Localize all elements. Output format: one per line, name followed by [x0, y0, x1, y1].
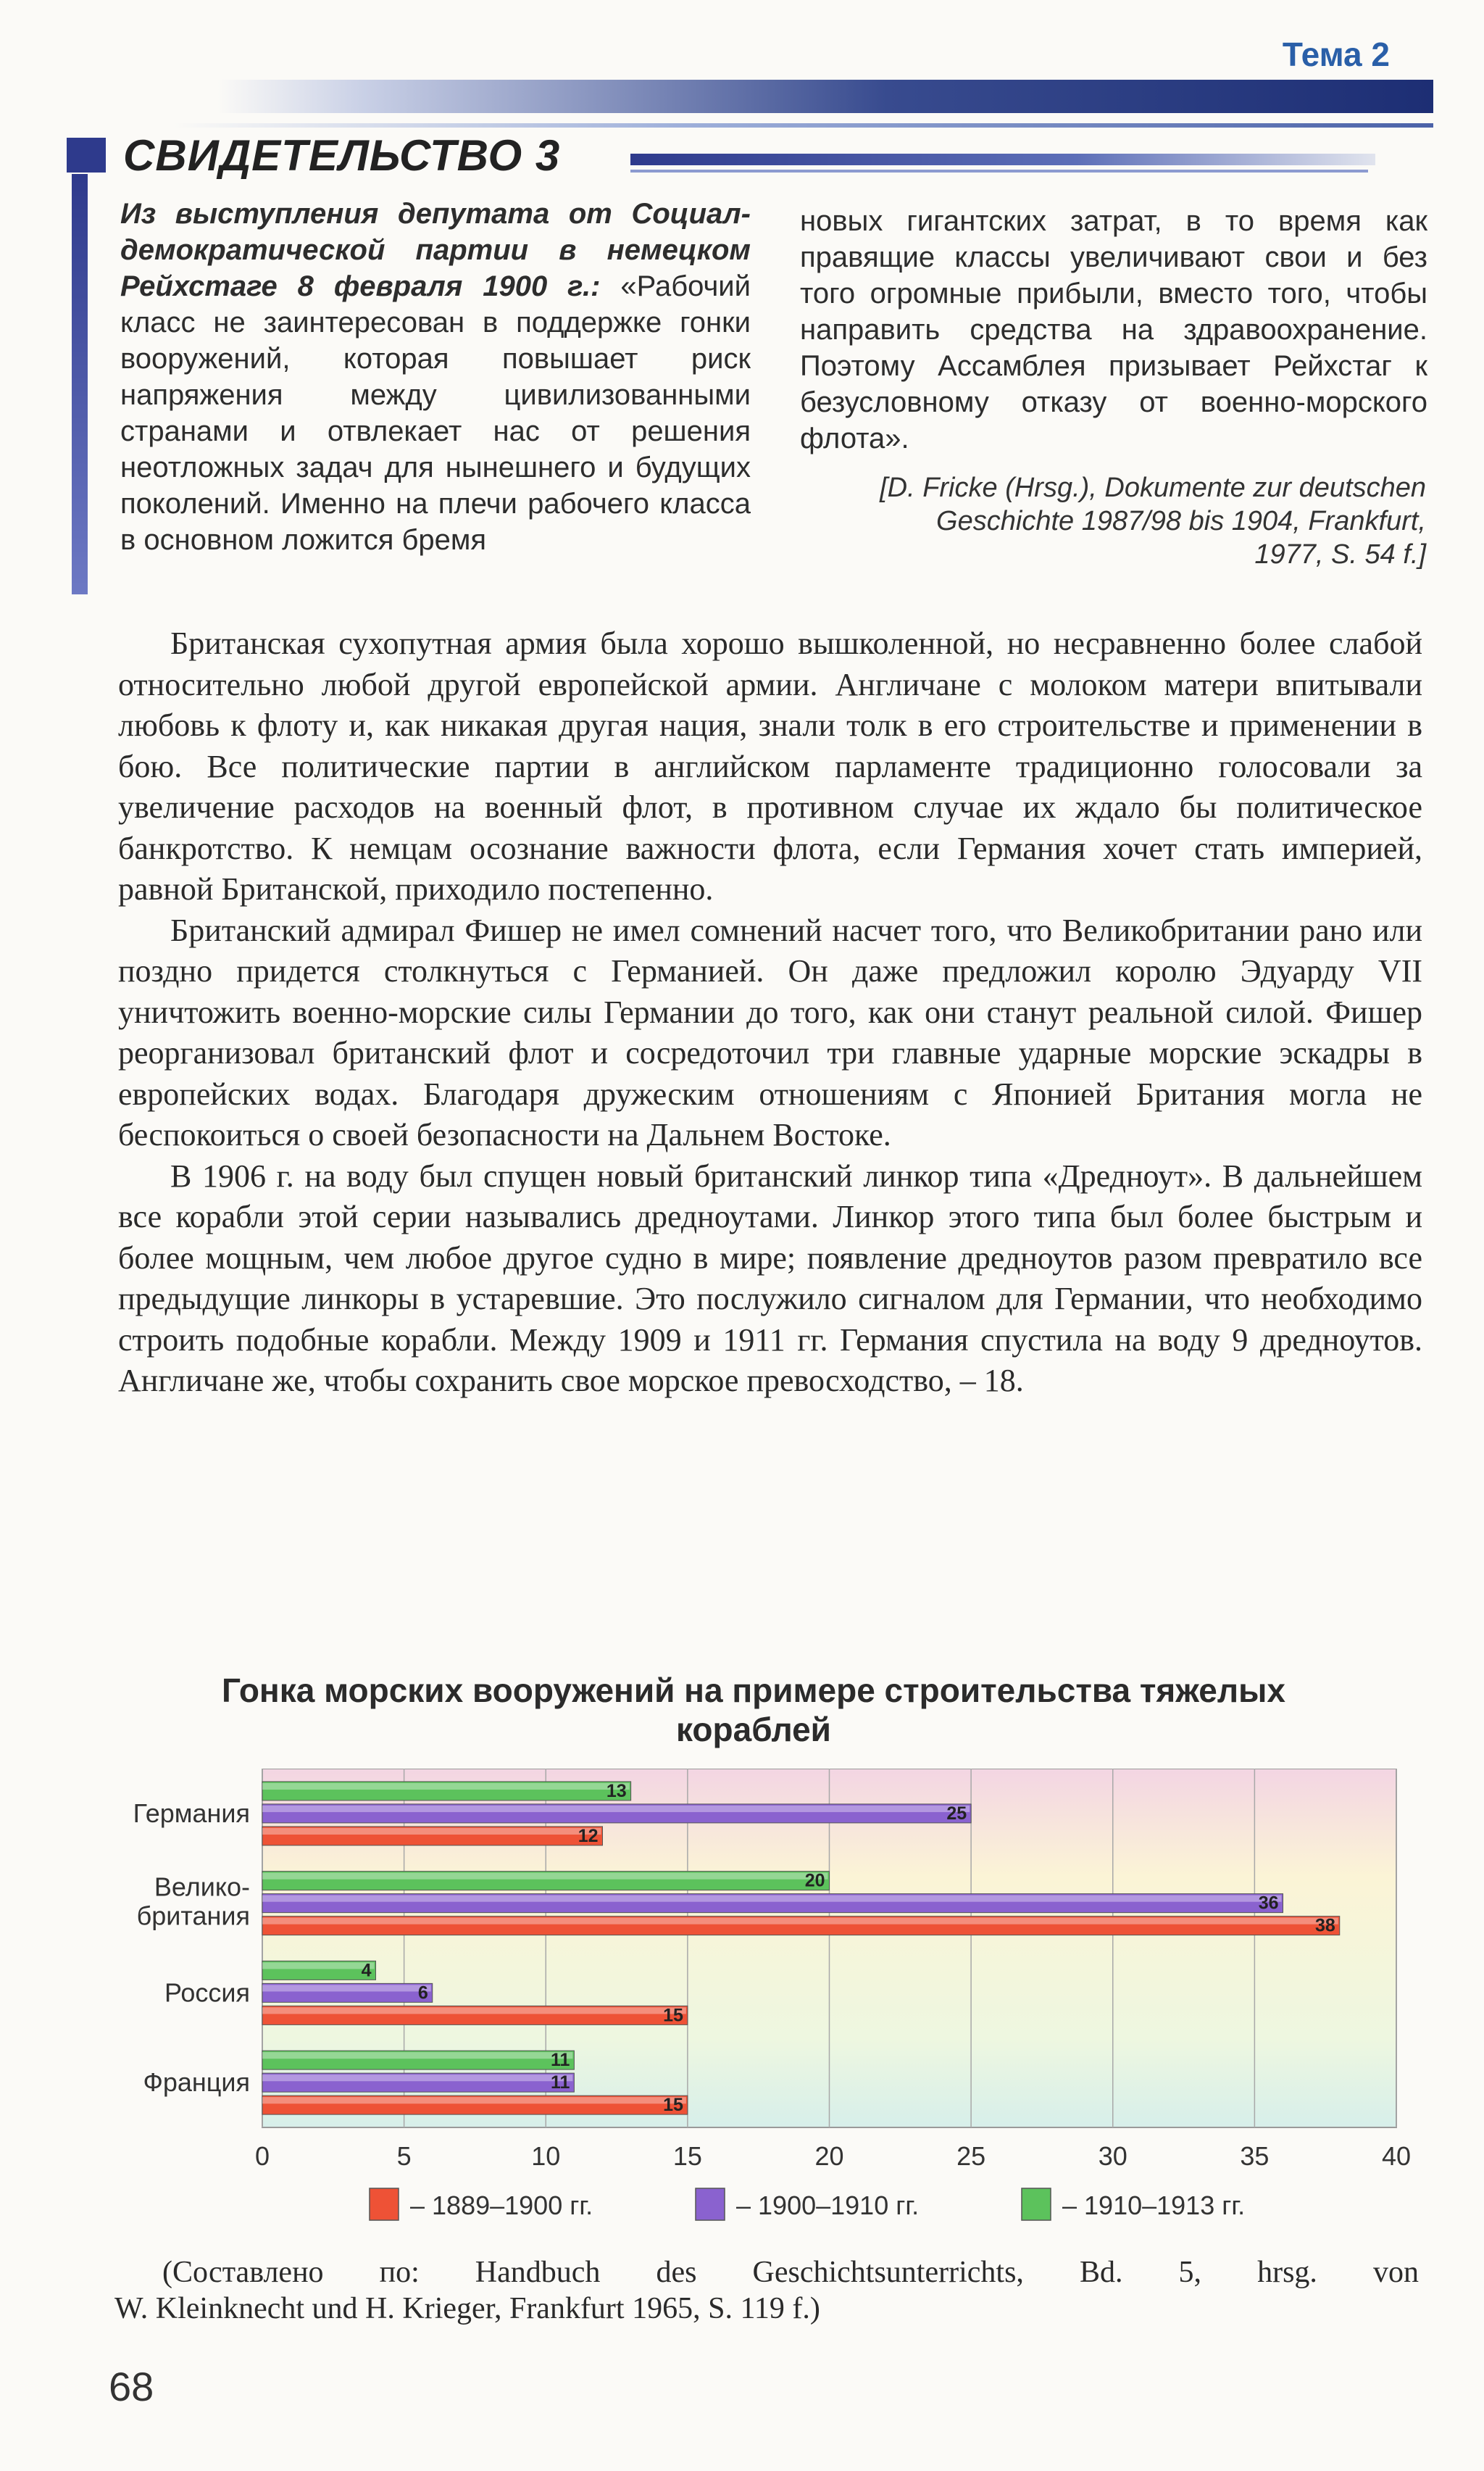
legend-label: – 1889–1900 гг. — [410, 2190, 593, 2220]
bar-value-label: 13 — [606, 1780, 627, 1801]
bar-highlight — [262, 1962, 375, 1969]
header-decor-bar — [217, 80, 1433, 113]
evidence-quote-left: «Рабочий класс не заинтересован в поддержке гонки вооружений, которая повышает риск напряжения между цивилизованными странами и отвлекает нас от решения неотложных задач для нынешнего и будущих поколений. Именно на плечи рабочего класса в основном ложится бремя — [120, 270, 751, 556]
header-decor-line — [174, 123, 1433, 128]
evidence-column-left — [120, 196, 751, 558]
legend-label: – 1910–1913 гг. — [1062, 2190, 1246, 2220]
paragraph: Британский адмирал Фишер не имел сомнений насчет того, что Великобритании рано или поздно придется столкнуться с Германией. Он даже предложил королю Эдуарду VII уничтожить военно-морские силы Германии до того, как они станут реальной силой. Фишер реорганизовал британский флот и сосредоточил три главные ударные морские эскадры в европейских водах. Благодаря дружеским отношениям с Японией Британия могла не беспокоиться о своей безопасности на Дальнем Востоке. — [118, 912, 1422, 1153]
x-tick-label: 5 — [396, 2141, 412, 2171]
bar-value-label: 15 — [663, 2005, 683, 2026]
bar-highlight — [262, 2007, 686, 2014]
credit-line-1: (Составлено по: Handbuch des Geschichtsunterrichts, Bd. 5, hrsg. von — [162, 2256, 1419, 2289]
chart-source-credit — [114, 2254, 1419, 2327]
evidence-lead: Из выступления депутата от Социал-демократической партии в немецком Рейхстаге 8 февраля 1900 г.: — [120, 198, 751, 302]
x-tick-label: 35 — [1240, 2141, 1270, 2171]
bar-highlight — [262, 1895, 1282, 1902]
x-tick-label: 25 — [956, 2141, 986, 2171]
bar-value-label: 6 — [417, 1982, 428, 2003]
bar-value-label: 20 — [804, 1870, 825, 1891]
main-text — [118, 623, 1422, 1402]
evidence-column-right — [800, 203, 1427, 457]
evidence-side-line — [72, 174, 88, 594]
bar-value-label: 38 — [1314, 1915, 1335, 1936]
bar-highlight — [262, 2097, 686, 2104]
x-tick-label: 30 — [1098, 2141, 1127, 2171]
chart-title: Гонка морских вооружений на примере строительства тяжелых кораблей — [222, 1671, 1285, 1748]
bar-highlight — [262, 1828, 601, 1835]
x-tick-label: 15 — [672, 2141, 702, 2171]
x-tick-label: 40 — [1381, 2141, 1412, 2171]
legend-swatch — [696, 2188, 725, 2220]
bar-value-label: 11 — [550, 2050, 570, 2071]
bar-highlight — [262, 2052, 572, 2059]
legend-swatch — [1022, 2188, 1051, 2220]
paragraph: В 1906 г. на воду был спущен новый британский линкор типа «Дредноут». В дальнейшем все корабли этой серии назывались дредноутами. Линкор этого типа был более быстрым и более мощным, чем любое другое судно в мире; появление дредноутов разом превратило все предыдущие линкоры в устаревшие. Это послужило сигналом для Германии, что необходимо строить подобные корабли. Между 1909 и 1911 гг. Германия спустила на воду 9 дредноутов. Англичане же, чтобы сохранить свое морское превосходство, – 18. — [118, 1158, 1422, 1398]
evidence-title: СВИДЕТЕЛЬСТВО 3 — [123, 131, 561, 180]
evidence-source: [D. Fricke (Hrsg.), Dokumente zur deutschen Geschichte 1987/98 bis 1904, Frankfurt, 1977, S. 54 f.] — [880, 473, 1426, 570]
paragraph: Британская сухопутная армия была хорошо вышколенной, но несравненно более слабой относительно любой другой европейской армии. Англичане с молоком матери впитывали любовь к флоту и, как никакая другая нация, знали толк в его строительстве и применении в бою. Все политические партии в английском парламенте традиционно голосовали за увеличение расходов на военный флот, в противном случае их ждало бы политическое банкротство. К немцам осознание важности флота, если Германия хочет стать империей, равной Британской, приходило постепенно. — [118, 626, 1422, 907]
bar-value-label: 4 — [361, 1960, 372, 1981]
bar-value-label: 36 — [1258, 1893, 1279, 1914]
category-label: Велико- — [154, 1872, 250, 1902]
bar-highlight — [262, 1783, 630, 1790]
page-number: 68 — [109, 2364, 154, 2409]
category-label: Германия — [133, 1798, 250, 1828]
bar-value-label: 15 — [663, 2095, 683, 2116]
x-tick-label: 0 — [254, 2141, 270, 2171]
bar-highlight — [262, 2075, 572, 2081]
bar-highlight — [262, 1918, 1338, 1924]
credit-line-2: W. Kleinknecht und H. Krieger, Frankfurt 1965, S. 119 f.) — [114, 2292, 820, 2325]
legend-label: – 1900–1910 гг. — [736, 2190, 920, 2220]
bar-value-label: 11 — [550, 2072, 570, 2093]
category-label: британия — [136, 1901, 250, 1931]
evidence-marker — [67, 138, 106, 173]
naval-race-chart — [101, 1769, 1420, 2240]
legend-swatch — [370, 2188, 399, 2220]
category-label: Франция — [143, 2067, 250, 2098]
bar-value-label: 25 — [946, 1803, 967, 1824]
category-label: Россия — [164, 1977, 250, 2008]
evidence-quote-right: новых гигантских затрат, в то время как правящие классы увеличивают свои и без того огромные прибыли, вместо того, чтобы направить средства на здравоохранение. Поэтому Ассамблея призывает Рейхстаг к безусловному отказу от военно-морского флота». — [800, 205, 1427, 454]
bar-highlight — [262, 1873, 828, 1880]
evidence-title-rule-thin — [630, 170, 1368, 173]
x-tick-label: 20 — [814, 2141, 844, 2171]
bar-highlight — [262, 1806, 970, 1812]
x-tick-label: 10 — [531, 2141, 561, 2171]
bar-value-label: 12 — [578, 1825, 599, 1846]
evidence-title-rule — [630, 154, 1375, 165]
bar-highlight — [262, 1985, 431, 1991]
topic-label: Тема 2 — [1282, 36, 1390, 73]
